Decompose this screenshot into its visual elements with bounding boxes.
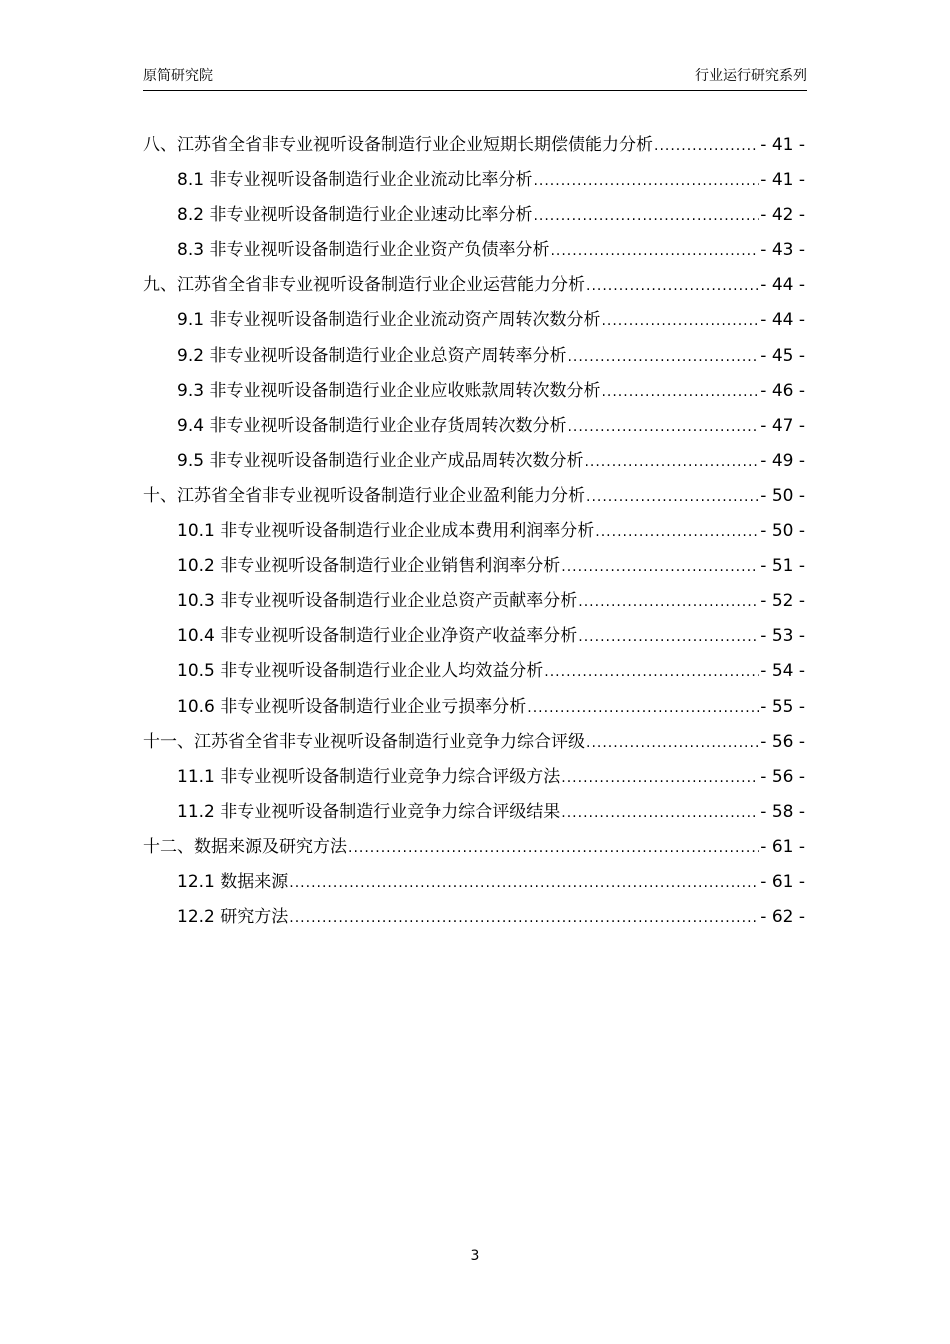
toc-entry-page: - 41 - (760, 135, 805, 155)
toc-entry-page: - 47 - (760, 415, 805, 436)
toc-entry-title: 10.1 非专业视听设备制造行业企业成本费用利润率分析 (177, 521, 595, 542)
toc-chapter-entry[interactable] (143, 271, 805, 306)
toc-entry-title: 10.5 非专业视听设备制造行业企业人均效益分析 (177, 661, 544, 682)
toc-dot-leader (561, 764, 759, 792)
toc-dot-leader (595, 518, 759, 546)
toc-dot-leader (561, 799, 759, 827)
toc-dot-leader (584, 448, 759, 476)
toc-entry-title: 10.4 非专业视听设备制造行业企业净资产收益率分析 (177, 626, 578, 647)
toc-chapter-entry[interactable] (143, 728, 805, 763)
toc-section-entry[interactable] (143, 166, 805, 201)
toc-entry-title: 9.3 非专业视听设备制造行业企业应收账款周转次数分析 (177, 380, 601, 401)
toc-entry-page: - 52 - (760, 591, 805, 612)
toc-section-entry[interactable] (143, 587, 805, 622)
header-series-title: 行业运行研究系列 (695, 68, 807, 84)
toc-dot-leader (567, 343, 759, 371)
toc-section-entry[interactable] (143, 552, 805, 587)
toc-entry-page: - 42 - (760, 205, 805, 226)
toc-entry-page: - 45 - (760, 345, 805, 366)
toc-entry-page: - 50 - (760, 485, 805, 506)
toc-entry-title: 8.3 非专业视听设备制造行业企业资产负债率分析 (177, 240, 550, 261)
toc-entry-title: 10.2 非专业视听设备制造行业企业销售利润率分析 (177, 556, 561, 577)
header-organization: 原简研究院 (143, 68, 213, 84)
toc-entry-page: - 43 - (760, 240, 805, 261)
toc-entry-title: 十、江苏省全省非专业视听设备制造行业企业盈利能力分析 (143, 485, 585, 506)
toc-section-entry[interactable] (143, 657, 805, 692)
toc-entry-title: 9.2 非专业视听设备制造行业企业总资产周转率分析 (177, 345, 567, 366)
toc-dot-leader (289, 904, 759, 932)
toc-entry-page: - 44 - (760, 275, 805, 296)
toc-dot-leader (533, 167, 759, 195)
toc-section-entry[interactable] (143, 306, 805, 341)
toc-entry-page: - 44 - (760, 310, 805, 331)
toc-dot-leader (601, 378, 759, 406)
toc-entry-page: - 61 - (760, 871, 805, 892)
toc-dot-leader (561, 553, 759, 581)
toc-chapter-entry[interactable] (143, 833, 805, 868)
toc-entry-page: - 50 - (760, 521, 805, 542)
toc-section-entry[interactable] (143, 447, 805, 482)
toc-entry-title: 十一、江苏省全省非专业视听设备制造行业竞争力综合评级 (143, 731, 585, 752)
toc-entry-title: 十二、数据来源及研究方法 (143, 836, 347, 857)
toc-section-entry[interactable] (143, 903, 805, 938)
toc-chapter-entry[interactable] (143, 482, 805, 517)
toc-entry-page: - 49 - (760, 450, 805, 471)
toc-entry-title: 9.4 非专业视听设备制造行业企业存货周转次数分析 (177, 415, 567, 436)
toc-entry-title: 10.3 非专业视听设备制造行业企业总资产贡献率分析 (177, 591, 578, 612)
toc-section-entry[interactable] (143, 342, 805, 377)
toc-entry-page: - 56 - (760, 766, 805, 787)
toc-entry-page: - 53 - (760, 626, 805, 647)
toc-entry-page: - 61 - (760, 836, 805, 857)
toc-dot-leader (527, 694, 759, 722)
toc-dot-leader (586, 483, 759, 511)
toc-entry-title: 八、江苏省全省非专业视听设备制造行业企业短期长期偿债能力分析 (143, 135, 653, 155)
toc-section-entry[interactable] (143, 517, 805, 552)
toc-entry-page: - 58 - (760, 801, 805, 822)
toc-dot-leader (654, 132, 759, 160)
toc-entry-title: 8.2 非专业视听设备制造行业企业速动比率分析 (177, 205, 533, 226)
toc-entry-title: 9.5 非专业视听设备制造行业企业产成品周转次数分析 (177, 450, 584, 471)
toc-dot-leader (544, 658, 759, 686)
page-header (143, 66, 807, 91)
toc-entry-title: 8.1 非专业视听设备制造行业企业流动比率分析 (177, 170, 533, 191)
toc-entry-page: - 54 - (760, 661, 805, 682)
toc-dot-leader (533, 202, 759, 230)
toc-entry-title: 九、江苏省全省非专业视听设备制造行业企业运营能力分析 (143, 275, 585, 296)
table-of-contents (143, 131, 805, 938)
toc-section-entry[interactable] (143, 377, 805, 412)
toc-entry-title: 12.2 研究方法 (177, 907, 289, 928)
toc-entry-page: - 41 - (760, 170, 805, 191)
toc-section-entry[interactable] (143, 236, 805, 271)
toc-entry-page: - 55 - (760, 696, 805, 717)
toc-dot-leader (601, 307, 759, 335)
toc-dot-leader (578, 623, 759, 651)
toc-entry-page: - 51 - (760, 556, 805, 577)
toc-entry-title: 12.1 数据来源 (177, 871, 289, 892)
toc-entry-title: 11.2 非专业视听设备制造行业竞争力综合评级结果 (177, 801, 561, 822)
toc-dot-leader (567, 413, 759, 441)
toc-dot-leader (578, 588, 759, 616)
toc-entry-title: 10.6 非专业视听设备制造行业企业亏损率分析 (177, 696, 527, 717)
toc-section-entry[interactable] (143, 693, 805, 728)
toc-dot-leader (586, 272, 759, 300)
toc-section-entry[interactable] (143, 763, 805, 798)
toc-section-entry[interactable] (143, 868, 805, 903)
toc-entry-page: - 46 - (760, 380, 805, 401)
toc-dot-leader (348, 834, 759, 862)
toc-dot-leader (586, 729, 759, 757)
toc-entry-page: - 56 - (760, 731, 805, 752)
toc-entry-page: - 62 - (760, 907, 805, 928)
toc-dot-leader (289, 869, 759, 897)
toc-dot-leader (550, 237, 759, 265)
toc-entry-title: 9.1 非专业视听设备制造行业企业流动资产周转次数分析 (177, 310, 601, 331)
toc-section-entry[interactable] (143, 412, 805, 447)
toc-entry-title: 11.1 非专业视听设备制造行业竞争力综合评级方法 (177, 766, 561, 787)
toc-section-entry[interactable] (143, 798, 805, 833)
page-number: 3 (470, 1248, 480, 1264)
toc-chapter-entry[interactable] (143, 131, 805, 166)
toc-section-entry[interactable] (143, 201, 805, 236)
toc-section-entry[interactable] (143, 622, 805, 657)
